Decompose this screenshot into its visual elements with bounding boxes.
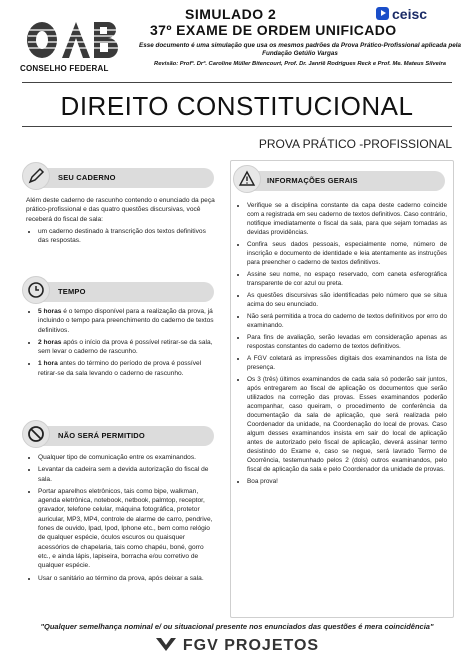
list-item: • Qualquer tipo de comunicação entre os examinandos. — [38, 453, 216, 462]
section-body — [26, 453, 216, 586]
ceisc-play-icon — [376, 7, 389, 20]
list-item: • Assine seu nome, no espaço reservado, com caneta esferográfica transparente de cor azul ou preta. — [247, 270, 447, 288]
pencil-icon — [22, 162, 50, 190]
list-item: • 5 horas é o tempo disponível para a realização da prova, já incluindo o tempo para preenchimento do caderno de textos definitivos. — [38, 307, 216, 335]
seu-caderno-section — [22, 160, 220, 255]
nao-permitido-section — [22, 420, 220, 616]
section-heading: SEU CADERNO — [58, 173, 116, 182]
section-header — [34, 282, 214, 302]
informacoes-section — [230, 160, 454, 618]
section-heading: TEMPO — [58, 287, 86, 296]
exam-subtitle: 37º EXAME DE ORDEM UNIFICADO — [150, 22, 397, 38]
list-item: • Levantar da cadeira sem a devida autorização do fiscal de sala. — [38, 465, 216, 484]
header-description: Esse documento é uma simulação que usa os mesmos padrões da Prova Prático-Profissional aplicada pela Fundação Getúlio Vargas — [139, 42, 461, 57]
list-item: • As questões discursivas são identificadas pelo número que se situa acima do seu enunciado. — [247, 291, 447, 309]
exam-type: PROVA PRÁTICO -PROFISSIONAL — [258, 137, 452, 151]
list-item: • Boa prova! — [247, 477, 447, 486]
section-header — [34, 426, 214, 446]
oab-logo — [20, 18, 120, 74]
section-body — [26, 196, 216, 248]
list-item: • Não será permitida a troca do caderno de textos definitivos por erro do examinando. — [247, 312, 447, 330]
divider — [22, 82, 452, 83]
section-body — [235, 201, 447, 489]
warning-icon — [233, 165, 261, 193]
list-item: • Usar o sanitário ao término da prova, após deixar a sala. — [38, 574, 216, 583]
section-header — [239, 171, 445, 191]
header — [0, 0, 474, 80]
section-header — [34, 168, 214, 188]
section-heading: INFORMAÇÕES GERAIS — [267, 176, 358, 185]
list-item: • Confira seus dados pessoais, especialmente nome, número de inscrição e documento de identidade e leia atentamente as instruções para preencher o caderno de textos definitivos. — [247, 240, 447, 267]
list-item: • A FGV coletará as impressões digitais dos examinandos na lista de presença. — [247, 354, 447, 372]
list-item: • Portar aparelhos eletrônicos, tais como bipe, walkman, agenda eletrônica, notebook, netbook, palmtop, receptor, gravador, telefone celular, máquina fotográfica, protetor auricular, MP3, MP4, controle de alarme de carro, pendrive, fones de ouvido, Ipad, Ipod, Iphone etc., bem como relógio de qualquer espécie, óculos escuros ou quaisquer acessórios de chapelaria, tais como chapéu, boné, gorro etc., e ainda lápis, lapiseira, borracha e/ou corretivo de qualquer espécie. — [38, 487, 216, 571]
list-item: • Verifique se a disciplina constante da capa deste caderno coincide com a registrada em seu caderno de textos definitivos. Caso contrário, notifique imediatamente o fiscal da sala, para que sejam tomadas as devidas providências. — [247, 201, 447, 237]
list-item: • 1 hora antes do término do período de prova é possível retirar-se da sala levando o caderno de rascunho. — [38, 359, 216, 378]
page-title: DIREITO CONSTITUCIONAL — [60, 91, 414, 121]
oab-logo-icon — [26, 18, 122, 62]
tempo-section — [22, 276, 220, 411]
divider — [22, 126, 452, 127]
fgv-brand: FGV PROJETOS — [0, 636, 474, 655]
clock-icon — [22, 276, 50, 304]
section-heading: NÃO SERÁ PERMITIDO — [58, 431, 145, 440]
list-item: • Os 3 (três) últimos examinandos de cada sala só poderão sair juntos, após entregarem ao fiscal de aplicação os documentos que serão utilizados na correção das provas. Esses examinandos poderão acompanhar, caso queiram, o procedimento de conferência da documentação da sala de aplicação, que será realizada pelo Coordenador da unidade, na Coordenação do local de provas. Caso algum desses examinandos insista em sair do local de aplicação antes de autorizado pelo fiscal de aplicação, deverá assinar termo desistindo do Exame e, caso se negue, será lavrado Termo de Ocorrência, testemunhado pelos 2 (dois) outros examinandos, pelo fiscal de aplicação da sala e pelo Coordenador da unidade de provas. — [247, 375, 447, 474]
header-revision: Revisão: Profª. Drª. Caroline Müller Bitencourt, Prof. Dr. Janriê Rodrigues Reck e Prof. Me. Mateus Silveira — [154, 61, 446, 67]
list-item: • um caderno destinado à transcrição dos textos definitivos das respostas. — [38, 227, 216, 246]
list-item: • Para fins de avaliação, serão levadas em consideração apenas as respostas constantes do caderno de textos definitivos. — [247, 333, 447, 351]
logo-subtitle: CONSELHO FEDERAL — [20, 64, 109, 73]
list-item: • 2 horas após o início da prova é possível retirar-se da sala, sem levar o caderno de rascunho. — [38, 338, 216, 357]
exam-title: SIMULADO 2 — [185, 6, 277, 22]
ceisc-brand: ceisc — [392, 6, 428, 22]
section-body — [26, 307, 216, 381]
prohibited-icon — [22, 420, 50, 448]
footer-disclaimer: "Qualquer semelhança nominal e/ ou situacional presente nos enunciados das questões é mera coincidência" — [40, 622, 434, 631]
fgv-chevron-icon — [155, 636, 177, 652]
caderno-intro: Além deste caderno de rascunho contendo o enunciado da peça prático-profissional e das quatro questões discursivas, você receberá do fiscal de sala: — [26, 197, 215, 223]
